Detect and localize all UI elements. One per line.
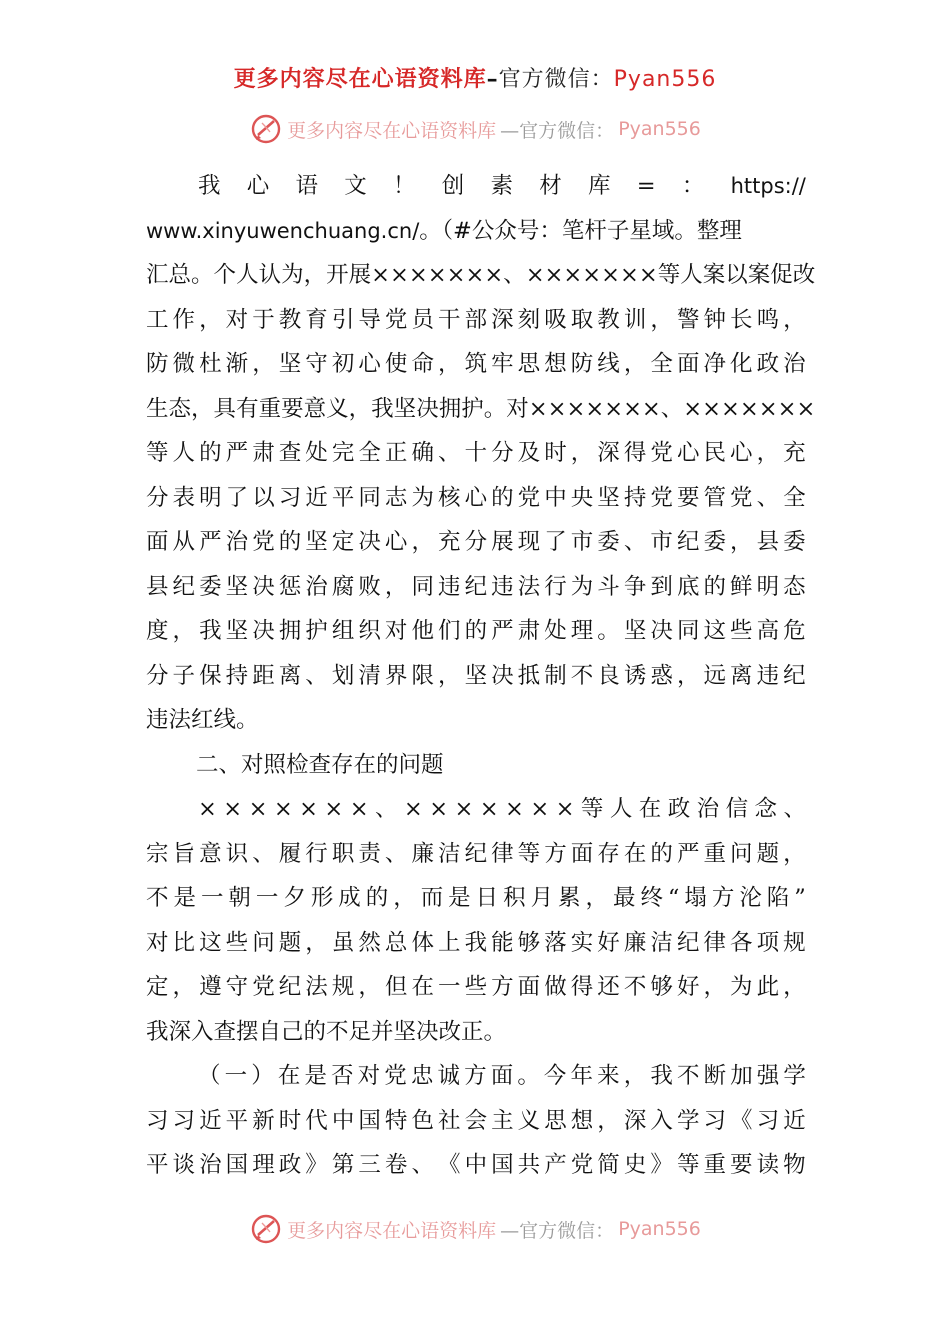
url-link[interactable]: https:// (730, 174, 806, 198)
paragraph-line: 县 纪 委 坚 决 惩 治 腐 败 ， 同 违 纪 违 法 行 为 斗 争 到 底 的 鲜 明 态 (146, 573, 806, 600)
paragraph-line: 防 微 杜 渐 ， 坚 守 初 心 使 命 ， 筑 牢 思 想 防 线 ， 全 面 净 化 政 治 (146, 351, 806, 377)
paragraph-line: × × × × × × × 、 × × × × × × × 等 人 在 政 治 信 念 、 (198, 796, 806, 822)
paragraph-line: www.xinyuwenchuang.cn/。（#公众号：笔杆子星域。整理 (146, 217, 742, 244)
watermark-text: 更多内容尽在心语资料库 (287, 119, 497, 142)
paragraph-line: 度 ， 我 坚 决 拥 护 组 织 对 他 们 的 严 肃 处 理 。 坚 决 同 这 些 高 危 (146, 618, 806, 644)
watermark-text: 更多内容尽在心语资料库 (287, 1219, 497, 1242)
paragraph-line: 我 心 语 文 ！ 创 素 材 库 = ： https:// (146, 164, 806, 209)
banner-label: 官方微信： (498, 67, 614, 92)
paragraph-line: 违法红线。 (146, 707, 259, 733)
paragraph-line: 分 子 保 持 距 离 、 划 清 界 限 ， 坚 决 抵 制 不 良 诱 惑 ， 远 离 违 纪 (146, 662, 806, 689)
watermark-logo-icon (249, 112, 283, 146)
watermark-code: Pyan556 (618, 1218, 701, 1240)
paragraph-line: 工 作 ， 对 于 教 育 引 导 党 员 干 部 深 刻 吸 取 教 训 ， 警 钟 长 鸣 ， (146, 306, 806, 333)
url-link[interactable]: www.xinyuwenchuang.cn/ (146, 218, 420, 243)
paragraph-line: 汇 总 。 个 人 认 为 ， 开 展 × × × × × × × 、 × × × × × × × 等 人 案 以 案 促 改 (146, 262, 816, 288)
watermark-label: —官方微信： (500, 119, 615, 142)
banner-main-text: 更多内容尽在心语资料库 (233, 66, 487, 92)
paragraph-line: 平 谈 治 国 理 政 》 第 三 卷 、 《 中 国 共 产 党 简 史 》 等 重 要 读 物 (146, 1152, 806, 1178)
paragraph-line: 对 比 这 些 问 题 ， 虽 然 总 体 上 我 能 够 落 实 好 廉 洁 纪 律 各 项 规 (146, 929, 806, 956)
paragraph-line: 习 习 近 平 新 时 代 中 国 特 色 社 会 主 义 思 想 ， 深 入 学 习 《 习 近 (146, 1107, 806, 1134)
paragraph-line: 分 表 明 了 以 习 近 平 同 志 为 核 心 的 党 中 央 坚 持 党 要 管 党 、 全 (146, 484, 806, 511)
watermark-bottom (0, 1212, 950, 1246)
banner-code: Pyan556 (613, 67, 717, 92)
paragraph-line: 等 人 的 严 肃 查 处 完 全 正 确 、 十 分 及 时 ， 深 得 党 心 民 心 ， 充 (146, 440, 806, 466)
paragraph-line: 定 ， 遵 守 党 纪 法 规 ， 但 在 一 些 方 面 做 得 还 不 够 好 ， 为 此 ， (146, 974, 806, 1000)
paragraph-line: 宗 旨 意 识 、 履 行 职 责 、 廉 洁 纪 律 等 方 面 存 在 的 严 重 问 题 ， (146, 840, 806, 867)
paragraph-line: 面 从 严 治 党 的 坚 定 决 心 ， 充 分 展 现 了 市 委 、 市 纪 委 ， 县 委 (146, 529, 806, 555)
document-body (146, 164, 816, 1188)
watermark-top (0, 112, 950, 146)
section-heading: 二、对照检查存在的问题 (196, 751, 444, 778)
paragraph-line: 生 态 ， 具 有 重 要 意 义 ， 我 坚 决 拥 护 。 对 × × × × × × × 、 × × × × × × × (146, 395, 816, 422)
watermark-logo-icon (249, 1212, 283, 1246)
banner-separator: – (486, 66, 499, 92)
paragraph-line: 我深入查摆自己的不足并坚决改正。 (146, 1018, 507, 1045)
watermark-code: Pyan556 (618, 118, 701, 140)
paragraph-line: （ 一 ） 在 是 否 对 党 忠 诚 方 面 。 今 年 来 ， 我 不 断 加 强 学 (198, 1063, 806, 1089)
watermark-label: —官方微信： (500, 1219, 615, 1242)
paragraph-line: 不 是 一 朝 一 夕 形 成 的 ， 而 是 日 积 月 累 ， 最 终 “ 塌 方 沦 陷 ” (146, 885, 806, 911)
top-banner (0, 62, 950, 93)
